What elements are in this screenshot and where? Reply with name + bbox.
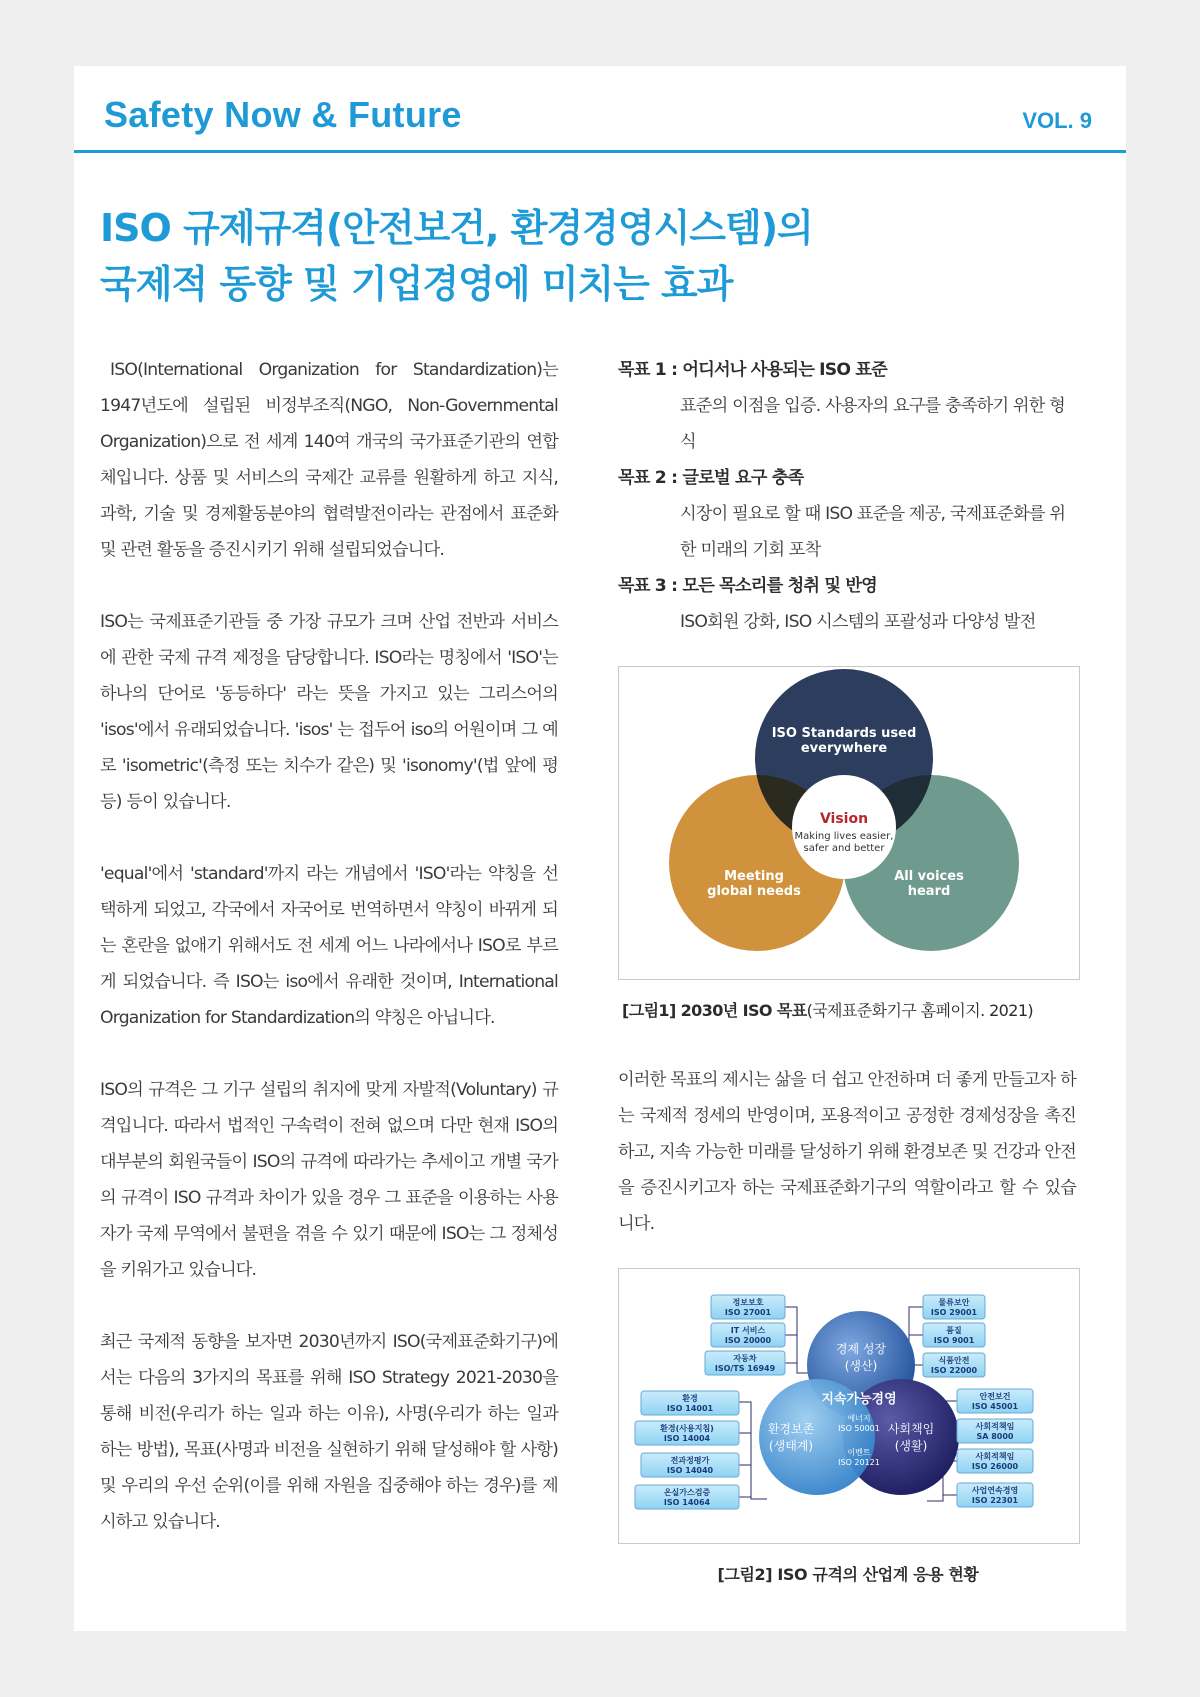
goal-1-description: 표준의 이점을 입증. 사용자의 요구를 충족하기 위한 형식 [680,396,1065,452]
svg-text:ISO 14001: ISO 14001 [666,1404,714,1413]
circle-top-label-2: everywhere [800,741,888,756]
inner-energy: 에너지 [847,1414,871,1423]
figure-2-iso-standards-diagram [618,1268,1080,1544]
svg-text:ISO 9001: ISO 9001 [933,1336,975,1345]
svg-text:안전보건: 안전보건 [979,1392,1011,1401]
tag-ghg [635,1485,739,1509]
svg-text:ISO 14004: ISO 14004 [663,1434,711,1443]
tag-food-safety [923,1353,985,1377]
circle-left-label-1: Meeting [724,869,784,884]
volume-label: VOL. 9 [1022,108,1092,133]
soc-label-1: 사회책임 [887,1422,935,1436]
left-column [100,352,558,1576]
goal-2-description: 시장이 필요로 할 때 ISO 표준을 제공, 국제표준화를 위한 미래의 기회 포착 [680,504,1066,560]
svg-text:환경(사용지침): 환경(사용지침) [660,1424,714,1433]
svg-text:정보보호: 정보보호 [732,1298,764,1307]
svg-text:ISO 14064: ISO 14064 [663,1498,711,1507]
svg-text:ISO/TS 16949: ISO/TS 16949 [714,1364,776,1373]
article-title-line-2: 국제적 동향 및 기업경영에 미치는 효과 [100,262,733,306]
tag-info-security [711,1295,785,1319]
vision-center-circle [792,775,896,879]
tag-automotive [705,1351,785,1375]
sustainability-title: 지속가능경영 [821,1392,897,1407]
inner-event-iso: ISO 20121 [838,1458,880,1467]
circle-left-label-2: global needs [707,884,801,899]
svg-text:식품안전: 식품안전 [938,1356,970,1365]
econ-label-2: (생산) [844,1359,878,1373]
paragraph-2: ISO는 국제표준기관들 중 가장 규모가 크며 산업 전반과 서비스에 관한 국제 규격 제정을 담당합니다. ISO라는 명칭에서 'ISO'는 하나의 단어로 '동등하다' 라는 뜻을 가지고 있는 그리스어의 'isos'에서 유래되었습니다. 'isos' 는 접두어 iso의 어원이며 그 예로 'isometric'(측정 또는 치수가 같은) 및 'isonomy'(법 앞에 평등) 등이 있습니다. [100,612,558,812]
inner-energy-iso: ISO 50001 [838,1424,880,1433]
goal-3-heading: 목표 3 : 모든 목소리를 청취 및 반영 [618,576,877,596]
magazine-title: Safety Now & Future [104,94,462,135]
tag-environment [641,1391,739,1415]
figure-1-caption [622,998,1082,1021]
vision-title: Vision [819,811,869,827]
article-title-line-1: ISO 규제규격(안전보건, 환경경영시스템)의 [100,206,813,250]
svg-text:전과정평가: 전과정평가 [670,1456,710,1465]
header-rule [74,150,1126,153]
econ-label-1: 경제 성장 [835,1342,887,1356]
tag-social-responsibility-iso26000 [957,1449,1033,1473]
article-title [100,200,813,312]
svg-text:온실가스검증: 온실가스검증 [663,1488,711,1497]
paragraph-4: ISO의 규격은 그 기구 설립의 취지에 맞게 자발적(Voluntary) 규격입니다. 따라서 법적인 구속력이 전혀 없으며 다만 현재 ISO의 대부분의 회원국들이 ISO의 규격에 따라가는 추세이고 개별 국가의 규격이 ISO 규격과 차이가 있을 경우 그 표준을 이용하는 사용자가 국제 무역에서 불편을 겪을 수 있기 때문에 ISO는 그 정체성을 키워가고 있습니다. [100,1080,558,1280]
page [74,66,1126,1631]
paragraph-3: 'equal'에서 'standard'까지 라는 개념에서 'ISO'라는 약칭을 선택하게 되었고, 각국에서 자국어로 번역하면서 약칭이 바뀌게 되는 혼란을 없애기 위해서도 전 세계 어느 나라에서나 ISO로 부르게 되었습니다. 즉 ISO는 iso에서 유래한 것이며, International Organization for Standardization의 약칭은 아닙니다. [100,864,558,1028]
paragraph-1: ISO(International Organization for Standardization)는 1947년도에 설립된 비정부조직(NGO, Non-Governmental Organization)으로 전 세계 140여 개국의 국가표준기관의 연합체입니다. 상품 및 서비스의 국제간 교류를 원활하게 하고 지식, 과학, 기술 및 경제활동분야의 협력발전이라는 관점에서 표준화 및 관련 활동을 증진시키기 위해 설립되었습니다. [100,360,558,560]
tag-lca [641,1453,739,1477]
vision-line-1: Making lives easier, [794,831,894,842]
svg-text:환경: 환경 [682,1394,698,1403]
svg-text:ISO 22301: ISO 22301 [971,1496,1019,1505]
soc-label-2: (생활) [894,1439,928,1453]
goal-1-heading: 목표 1 : 어디서나 사용되는 ISO 표준 [618,360,887,380]
vision-line-2: safer and better [803,843,885,854]
svg-text:사회적책임: 사회적책임 [975,1452,1015,1461]
tag-logistics-security [923,1295,985,1319]
svg-text:ISO 14040: ISO 14040 [666,1466,714,1475]
env-label-1: 환경보존 [767,1422,815,1436]
svg-text:ISO 45001: ISO 45001 [971,1402,1019,1411]
svg-text:물류보안: 물류보안 [938,1298,970,1307]
svg-text:ISO 22000: ISO 22000 [930,1366,978,1375]
svg-text:ISO 26000: ISO 26000 [971,1462,1019,1471]
figure-1-caption-bold: [그림1] 2030년 ISO 목표 [622,1001,807,1020]
figure-1-caption-source: (국제표준화기구 홈페이지. 2021) [806,1001,1034,1020]
circle-top-label-1: ISO Standards used [771,726,917,741]
goals-list [618,352,1068,640]
tag-social-responsibility-sa8000 [957,1419,1033,1443]
svg-text:품질: 품질 [946,1326,962,1335]
svg-text:ISO 27001: ISO 27001 [724,1308,772,1317]
svg-text:SA 8000: SA 8000 [976,1432,1014,1441]
paragraph-5: 최근 국제적 동향을 보자면 2030년까지 ISO(국제표준화기구)에서는 다음의 3가지의 목표를 위해 ISO Strategy 2021-2030을 통해 비전(우리가 하는 일과 하는 이유), 사명(우리가 하는 일과 하는 방법), 목표(사명과 비전을 실현하기 위해 달성해야 할 사항) 및 우리의 우선 순위(이를 위해 자원을 집중해야 하는 경우)를 제시하고 있습니다. [100,1332,558,1532]
svg-text:사회적책임: 사회적책임 [975,1422,1015,1431]
tag-environment-guide [635,1421,739,1445]
goal-2-heading: 목표 2 : 글로벌 요구 충족 [618,468,804,488]
svg-text:IT 서비스: IT 서비스 [730,1326,766,1335]
env-label-2: (생태계) [768,1439,814,1453]
svg-text:사업연속경영: 사업연속경영 [971,1486,1019,1495]
goal-3-description: ISO회원 강화, ISO 시스템의 포괄성과 다양성 발전 [680,612,1036,632]
tag-it-service [711,1323,785,1347]
circle-right-label-2: heard [907,884,951,899]
svg-text:자동차: 자동차 [733,1354,757,1363]
figure-1-venn-diagram [618,666,1080,980]
inner-event: 이벤트 [847,1448,871,1457]
svg-text:ISO 20000: ISO 20000 [724,1336,772,1345]
svg-text:ISO 29001: ISO 29001 [930,1308,978,1317]
tag-quality [923,1323,985,1347]
tag-occupational-safety [957,1389,1033,1413]
circle-right-label-1: All voices [894,869,964,884]
tag-business-continuity [957,1483,1033,1507]
right-paragraph: 이러한 목표의 제시는 삶을 더 쉽고 안전하며 더 좋게 만들고자 하는 국제적 정세의 반영이며, 포용적이고 공정한 경제성장을 촉진하고, 지속 가능한 미래를 달성하기 위해 환경보존 및 건강과 안전을 증진시키고자 하는 국제표준화기구의 역할이라고 할 수 있습니다. [618,1070,1076,1234]
figure-2-caption: [그림2] ISO 규격의 산업계 응용 현황 [717,1565,979,1584]
